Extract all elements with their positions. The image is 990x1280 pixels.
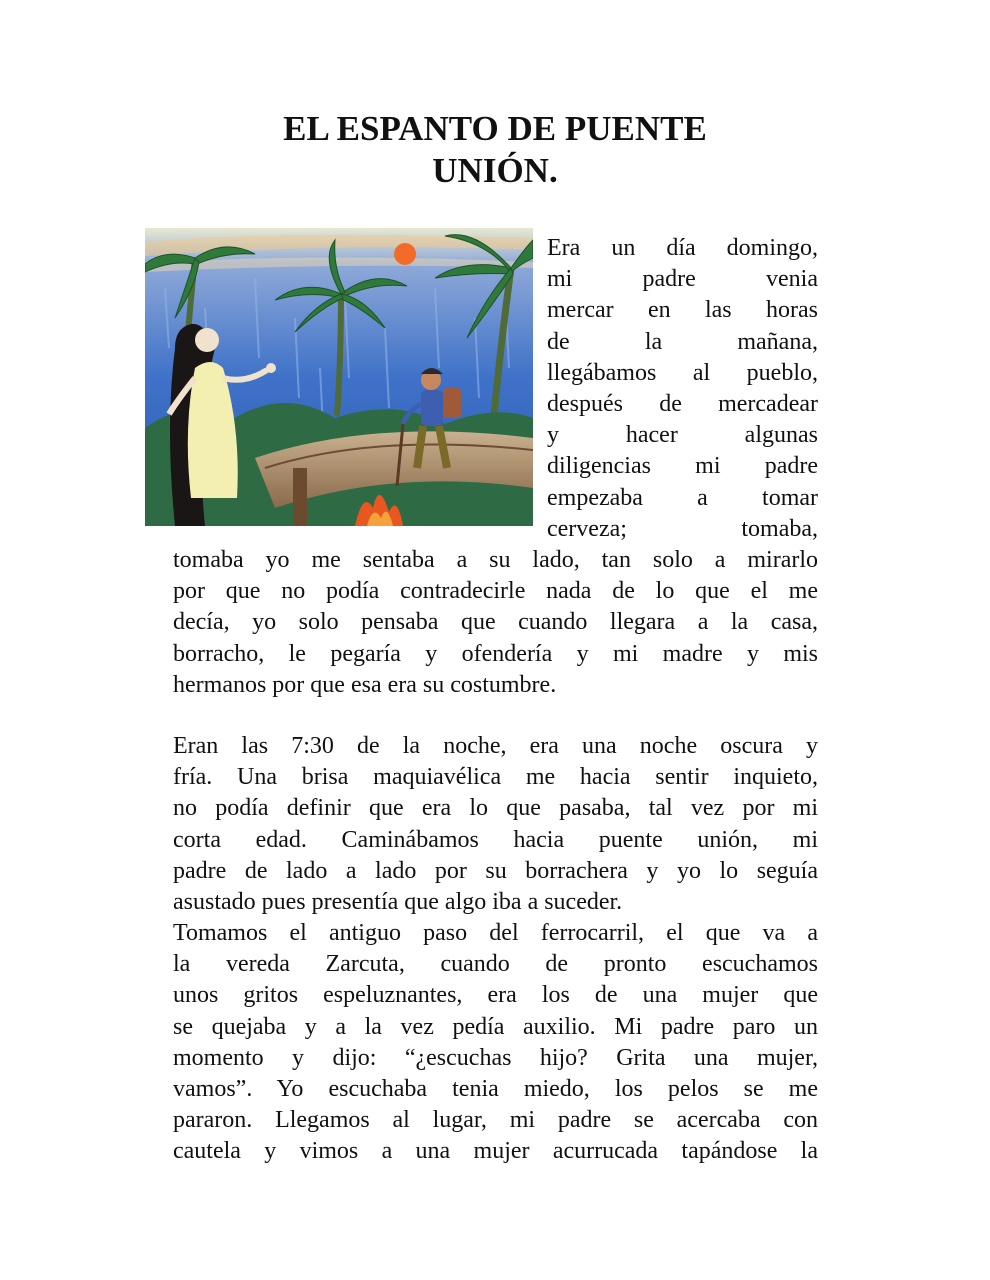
text-line: la vereda Zarcuta, cuando de pronto escuchamos [173,951,818,978]
side-line: llegábamos al pueblo, [547,359,818,386]
side-line: mi padre venia [547,266,818,293]
side-line: de la mañana, [547,328,818,355]
side-line: después de mercadear [547,391,818,418]
title-line-2: UNIÓN. [432,151,558,190]
side-line: mercar en las horas [547,297,818,324]
text-line: decía, yo solo pensaba que cuando llegara a la casa, [173,609,818,636]
text-line: Eran las 7:30 de la noche, era una noche oscura y [173,733,818,759]
text-line: unos gritos espeluznantes, era los de una mujer que [173,982,818,1009]
side-line: empezaba a tomar [547,484,818,511]
paragraph-1 [173,545,818,701]
intro-wrapped-text [547,233,818,545]
paragraph-2 [173,731,818,918]
text-line: tomaba yo me sentaba a su lado, tan solo a mirarlo [173,547,818,573]
side-line: diligencias mi padre [547,453,818,480]
text-line: pararon. Llegamos al lugar, mi padre se acercaba con [173,1107,818,1134]
side-line: Era un día domingo, [547,235,818,261]
text-line: asustado pues presentía que algo iba a suceder. [173,889,623,916]
story-illustration [145,228,533,526]
side-line: cerveza; tomaba, [547,515,818,542]
text-line: no podía definir que era lo que pasaba, tal vez por mi [173,795,818,822]
text-line: se quejaba y a la vez pedía auxilio. Mi padre paro un [173,1013,818,1040]
text-line: corta edad. Caminábamos hacia puente unión, mi [173,826,818,853]
text-line: padre de lado a lado por su borrachera y yo lo seguía [173,857,818,884]
text-line: por que no podía contradecirle nada de lo que el me [173,578,818,605]
text-line: cautela y vimos a una mujer acurrucada tapándose la [173,1138,818,1165]
text-line: Tomamos el antiguo paso del ferrocarril, el que va a [173,920,818,946]
text-line: borracho, le pegaría y ofendería y mi madre y mis [173,640,818,667]
text-line: vamos”. Yo escuchaba tenia miedo, los pelos se me [173,1076,818,1103]
text-line: fría. Una brisa maquiavélica me hacia sentir inquieto, [173,764,818,791]
paragraph-3 [173,918,818,1168]
text-line: hermanos por que esa era su costumbre. [173,671,557,698]
side-line: y hacer algunas [547,422,818,449]
document-title [170,108,820,192]
title-line-1: EL ESPANTO DE PUENTE [283,109,707,148]
text-line: momento y dijo: “¿escuchas hijo? Grita una mujer, [173,1044,818,1071]
